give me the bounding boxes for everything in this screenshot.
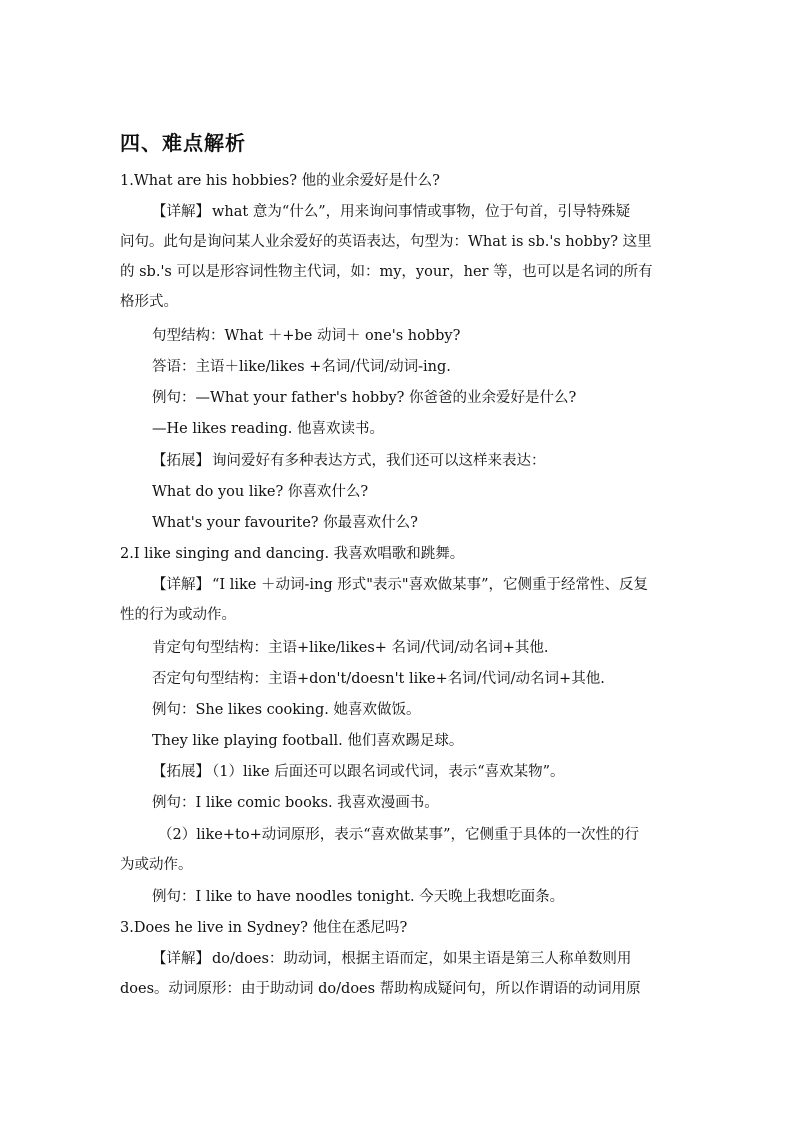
q1-example: 例句：—What your father's hobby? 你爸爸的业余爱好是什么?: [152, 390, 577, 406]
section-heading: 四、难点解析: [120, 131, 246, 155]
q2-example-2: They like playing football. 他们喜欢踢足球。: [152, 733, 464, 749]
q2-extend2-line-2: 为或动作。: [120, 857, 193, 873]
q2-detail-line-1: [152, 575, 648, 595]
q2-detail-text: “I like ＋动词-ing 形式"表示"喜欢做某事”，它侧重于经常性、反复: [212, 577, 649, 593]
q1-answer: 答语：主语＋like/likes +名词/代词/动词-ing.: [152, 359, 451, 375]
q2-extend2-line-1: （2）like+to+动词原形，表示“喜欢做某事”，它侧重于具体的一次性的行: [158, 827, 640, 843]
q2-extend-example: 例句：I like comic books. 我喜欢漫画书。: [152, 795, 439, 811]
q2-extend-tag: 【拓展】: [152, 764, 210, 780]
q1-detail-line-4: 格形式。: [120, 294, 178, 310]
q1-example-reply: —He likes reading. 他喜欢读书。: [152, 421, 384, 437]
q1-question: 1.What are his hobbies? 他的业余爱好是什么?: [120, 173, 440, 189]
q2-detail-line-2: 性的行为或动作。: [120, 607, 236, 623]
q3-question: 3.Does he live in Sydney? 他住在悉尼吗?: [120, 920, 408, 936]
q1-extend-example-2: What's your favourite? 你最喜欢什么?: [152, 515, 418, 531]
q3-detail-text: do/does：助动词，根据主语而定，如果主语是第三人称单数则用: [212, 951, 632, 967]
q2-detail-tag: 【详解】: [152, 577, 210, 593]
q2-extend-text: （1）like 后面还可以跟名词或代词，表示“喜欢某物”。: [212, 764, 565, 780]
q1-detail-text: what 意为“什么”，用来询问事情或事物，位于句首，引导特殊疑: [212, 204, 631, 220]
q1-detail-line-2: 问句。此句是询问某人业余爱好的英语表达，句型为：What is sb.'s hobby? 这里: [120, 234, 652, 250]
q1-detail-line-3: 的 sb.'s 可以是形容词性物主代词，如：my，your，her 等，也可以是名词的所有: [120, 264, 653, 280]
q2-example-1: 例句：She likes cooking. 她喜欢做饭。: [152, 702, 421, 718]
q3-detail-line-2: does。动词原形：由于助动词 do/does 帮助构成疑问句，所以作谓语的动词用原: [120, 981, 641, 997]
q1-extend-tag: 【拓展】: [152, 453, 210, 469]
q1-extend-example-1: What do you like? 你喜欢什么?: [152, 484, 369, 500]
q2-extend: [152, 762, 565, 782]
q1-structure: 句型结构：What ＋+be 动词＋ one's hobby?: [152, 328, 461, 344]
q2-question: 2.I like singing and dancing. 我喜欢唱歌和跳舞。: [120, 546, 465, 562]
q1-extend: [152, 451, 546, 471]
q2-extend2-example: 例句：I like to have noodles tonight. 今天晚上我想吃面条。: [152, 889, 565, 905]
q3-detail-tag: 【详解】: [152, 951, 210, 967]
q1-extend-text: 询问爱好有多种表达方式，我们还可以这样来表达：: [212, 453, 546, 469]
q3-detail-line-1: [152, 949, 631, 969]
q1-detail-tag: 【详解】: [152, 204, 210, 220]
q1-detail-line-1: [152, 202, 630, 222]
q2-positive: 肯定句句型结构：主语+like/likes+ 名词/代词/动名词+其他.: [152, 640, 549, 656]
q2-negative: 否定句句型结构：主语+don't/doesn't like+名词/代词/动名词+其他.: [152, 671, 605, 687]
